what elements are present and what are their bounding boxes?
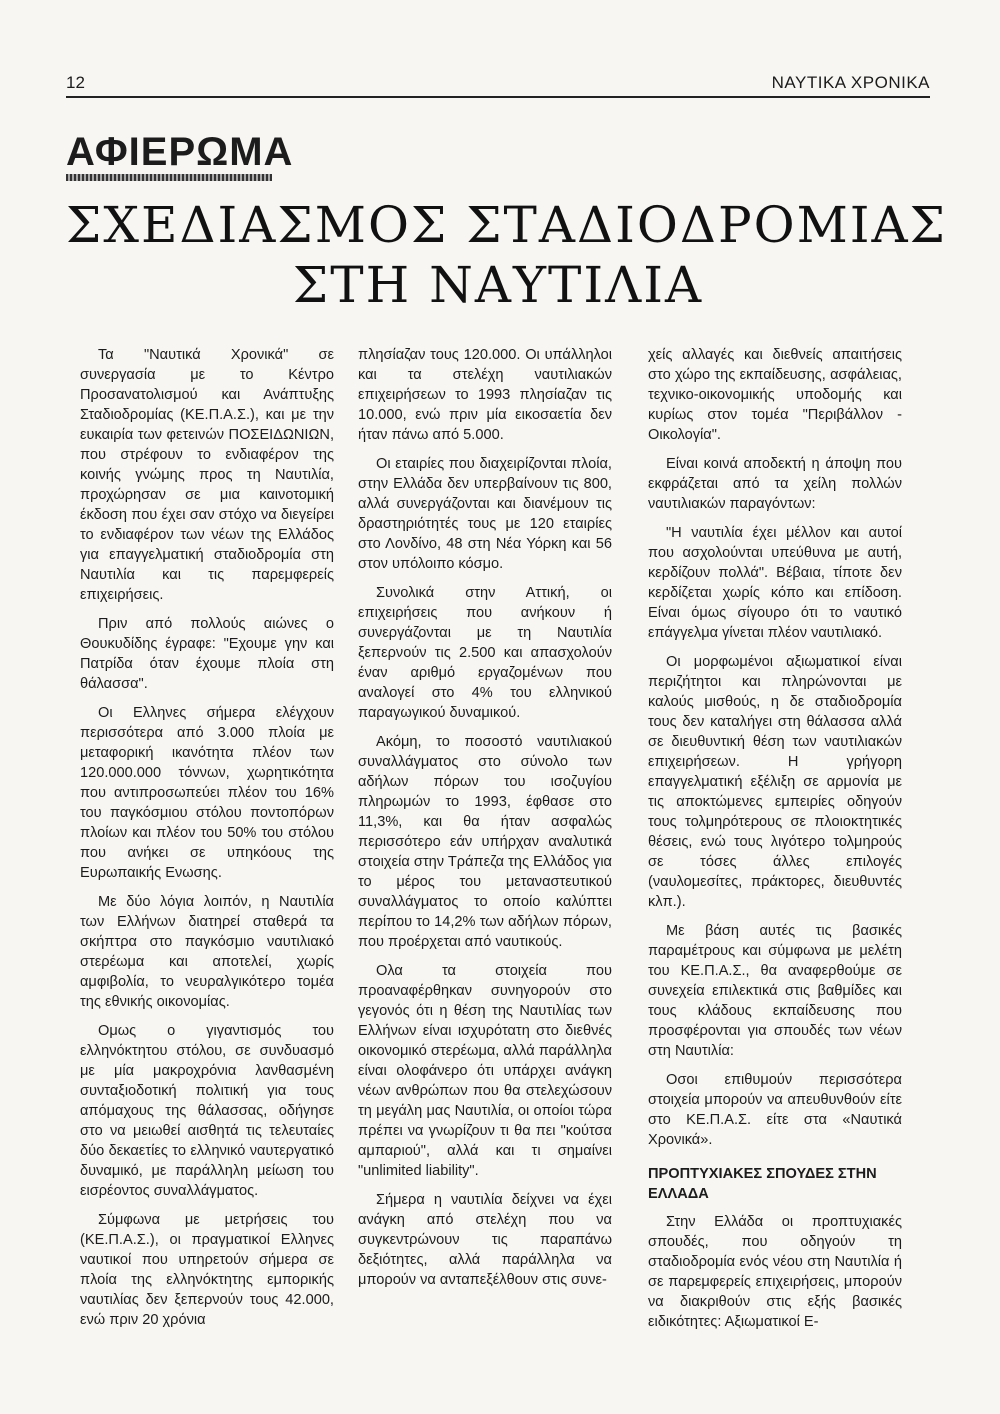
paragraph: "Η ναυτιλία έχει μέλλον και αυτοί που ασχολούνται υπεύθυνα με αυτή, κερδίζουν πολλά". Βέβαια, τίποτε δεν κερδίζεται χωρίς κόπο και επίδοση. Είναι όμως σίγουρο ότι το ναυτικό επάγγελμα γίνεται πλέον ναυτιλιακό.	[648, 525, 902, 641]
article-title-line-1: ΣΧΕΔΙΑΣΜΟΣ ΣΤΑΔΙΟΔΡΟΜΙΑΣ	[66, 196, 948, 254]
paragraph: Οι μορφωμένοι αξιωματικοί είναι περιζήτητοι και πληρώνονται με καλούς μισθούς, η δε σταδιοδρομία τους δεν καταλήγει στη θάλασσα αλλά σε διευθυντική θέση των ναυτιλιακών επιχειρήσεων. Η γρήγορη επαγγελματική εξέλιξη σε αρμονία με τις αποκτώμενες εμπειρίες οδηγούν τους τολμηρότερους σε πλοιοκτητικές θέσεις, ενώ τους λιγότερο τολμηρούς σε τόσες άλλες επιλογές (ναυλομεσίτες, πράκτορες, διευθυντές κλπ.).	[648, 654, 902, 910]
article-column-3	[648, 345, 902, 1341]
paragraph: Συνολικά στην Αττική, οι επιχειρήσεις που ανήκουν ή συνεργάζονται με τη Ναυτιλία ξεπερνούν τις 2.500 και απασχολούν έναν αριθμό εργαζομένων που αναλογεί στο 4% του ελληνικού παραγωγικού δυναμικού.	[358, 585, 612, 721]
paragraph: Ακόμη, το ποσοστό ναυτιλιακού συναλλάγματος στο σύνολο των αδήλων πόρων του ισοζυγίου πληρωμών το 1993, έφθασε στο 11,3%, και θα ήταν ασφαλώς περισσότερο εάν υπήρχαν αναλυτικά στοιχεία στην Τράπεζα της Ελλάδος για το μέρος του μεταναστευτικού συναλλάγματος το οποίο καλύπτει περίπου το 14,2% των αδήλων πόρων, που προέρχεται από ναυτικούς.	[358, 734, 612, 950]
paragraph: Με βάση αυτές τις βασικές παραμέτρους και σύμφωνα με μελέτη του ΚΕ.Π.Α.Σ., θα αναφερθούμε σε συνεχεία επιλεκτικά στις βαθμίδες και τους κλάδους εκπαίδευσης που προσφέρονται για σπουδές των νέων στη Ναυτιλία:	[648, 923, 902, 1059]
paragraph: πλησίαζαν τους 120.000. Οι υπάλληλοι και τα στελέχη ναυτιλιακών επιχειρήσεων το 1993 πλησίαζαν τις 10.000, ενώ πριν μία εικοσαετία δεν ήταν πάνω από 5.000.	[358, 347, 612, 443]
paragraph: Σύμφωνα με μετρήσεις του (ΚΕ.Π.Α.Σ.), οι πραγματικοί Ελληνες ναυτικοί που υπηρετούν σήμερα σε πλοία της ελληνόκτητης εμπορικής ναυτιλίας δεν ξεπερνούν τους 42.000, ενώ πριν 20 χρόνια	[80, 1212, 334, 1328]
paragraph: Σήμερα η ναυτιλία δείχνει να έχει ανάγκη από στελέχη που να συγκεντρώνουν τις παραπάνω δεξιότητες, αλλά παράλληλα να μπορούν να ανταπεξέλθουν στις συνε-	[358, 1192, 612, 1288]
paragraph: χείς αλλαγές και διεθνείς απαιτήσεις στο χώρο της εκπαίδευσης, ασφάλειας, τεχνικο-οικονομικής υποδομής και κυρίως στον τομέα "Περιβάλλον - Οικολογία".	[648, 347, 902, 443]
paragraph: Πριν από πολλούς αιώνες ο Θουκυδίδης έγραφε: "Εχουμε γην και Πατρίδα όταν έχουμε πλοία στη θάλασσα".	[80, 616, 334, 692]
subheading: ΠΡΟΠΤΥΧΙΑΚΕΣ ΣΠΟΥΔΕΣ ΣΤΗΝ ΕΛΛΑΔΑ	[648, 1166, 877, 1202]
paragraph: Τα "Ναυτικά Χρονικά" σε συνεργασία με το Κέντρο Προσανατολισμού και Ανάπτυξης Σταδιοδρομίας (ΚΕ.Π.Α.Σ.), και με την ευκαιρία των φετεινών ΠΟΣΕΙΔΩΝΙΩΝ, που στρέφουν το ενδιαφέρον της κοινής γνώμης προς τη Ναυτιλία, προχώρησαν σε μια καινοτομική έκδοση που έχει σαν στόχο να διεγείρει το ενδιαφέρον των νέων της Ελλάδος για επαγγελματική σταδιοδρομία στη Ναυτιλία και τις παρεμφερείς επιχειρήσεις.	[80, 347, 334, 603]
paragraph: Οι Ελληνες σήμερα ελέγχουν περισσότερα από 3.000 πλοία με μεταφορική ικανότητα πλέον των 120.000.000 τόννων, χωρητικότητα που αντιπροσωπεύει πλέον του 16% του παγκόσμιου στόλου ποντοπόρων πλοίων και πλέον του 50% του στόλου που ανήκει σε υπηκόους της Ευρωπαικής Ενωσης.	[80, 705, 334, 881]
page-header	[66, 70, 930, 98]
publication-title: ΝΑΥΤΙΚΑ ΧΡΟΝΙΚΑ	[771, 73, 930, 92]
paragraph: Ολα τα στοιχεία που προαναφέρθηκαν συνηγορούν στο γεγονός ότι η θέση της Ναυτιλίας των Ελλήνων είναι ισχυρότατη στο διεθνές οικονομικό στερέωμα, αλλά παράλληλα είναι ολοφάνερο ότι υπάρχει ανάγκη νέων ανθρώπων που θα στελεχώσουν τη μεγάλη μας Ναυτιλία, οι οποίοι τώρα πρέπει να γνωρίζουν τι θα πει "κούτσα αμπαριού", αλλά και τι σημαίνει "unlimited liability".	[358, 963, 612, 1179]
paragraph: Είναι κοινά αποδεκτή η άποψη που εκφράζεται από τα χείλη πολλών ναυτιλιακών παραγόντων:	[648, 456, 902, 512]
paragraph: Οι εταιρίες που διαχειρίζονται πλοία, στην Ελλάδα δεν υπερβαίνουν τις 800, αλλά συνεργάζονται και διανέμουν τις δραστηριότητές τους με 120 εταιρίες στο Λονδίνο, 48 στη Νέα Υόρκη και 56 στον υπόλοιπο κόσμο.	[358, 456, 612, 572]
paragraph: Οσοι επιθυμούν περισσότερα στοιχεία μπορούν να απευθυνθούν είτε στο ΚΕ.Π.Α.Σ. είτε στα «Ναυτικά Χρονικά».	[648, 1072, 902, 1148]
article-column-1	[80, 345, 334, 1339]
paragraph: Με δύο λόγια λοιπόν, η Ναυτιλία των Ελλήνων διατηρεί σταθερά τα σκήπτρα στο παγκόσμιο ναυτιλιακό στερέωμα και αποτελεί, χωρίς αμφιβολία, το νευραλγικότερο τομέα της εθνικής οικονομίας.	[80, 894, 334, 1010]
article-column-2	[358, 345, 612, 1299]
paragraph: Στην Ελλάδα οι προπτυχιακές σπουδές, που οδηγούν τη σταδιοδρομία ενός νέου στη Ναυτιλία ή σε παρεμφερείς επιχειρήσεις, μπορούν να διακριθούν στις εξής βασικές ειδικότητες: Αξιωματικοί Ε-	[648, 1214, 902, 1330]
page-number: 12	[66, 73, 85, 92]
article-title-line-2: ΣΤΗ ΝΑΥΤΙΛΙΑ	[292, 256, 704, 314]
section-rule	[66, 174, 272, 181]
article-title	[66, 195, 948, 315]
paragraph: Ομως ο γιγαντισμός του ελληνόκτητου στόλου, σε συνδυασμό με μία μακροχρόνια λανθασμένη συνταξιοδοτική πολιτική για τους απόμαχους της θάλασσας, οδήγησε στο να μειωθεί αισθητά τις τελευταίες δύο δεκαετίες το ελληνικό ναυτεργατικό δυναμικό, με παράλληλη μείωση του εισρέοντος συναλλάγματος.	[80, 1023, 334, 1199]
section-label: ΑΦΙΕΡΩΜΑ	[66, 130, 294, 174]
